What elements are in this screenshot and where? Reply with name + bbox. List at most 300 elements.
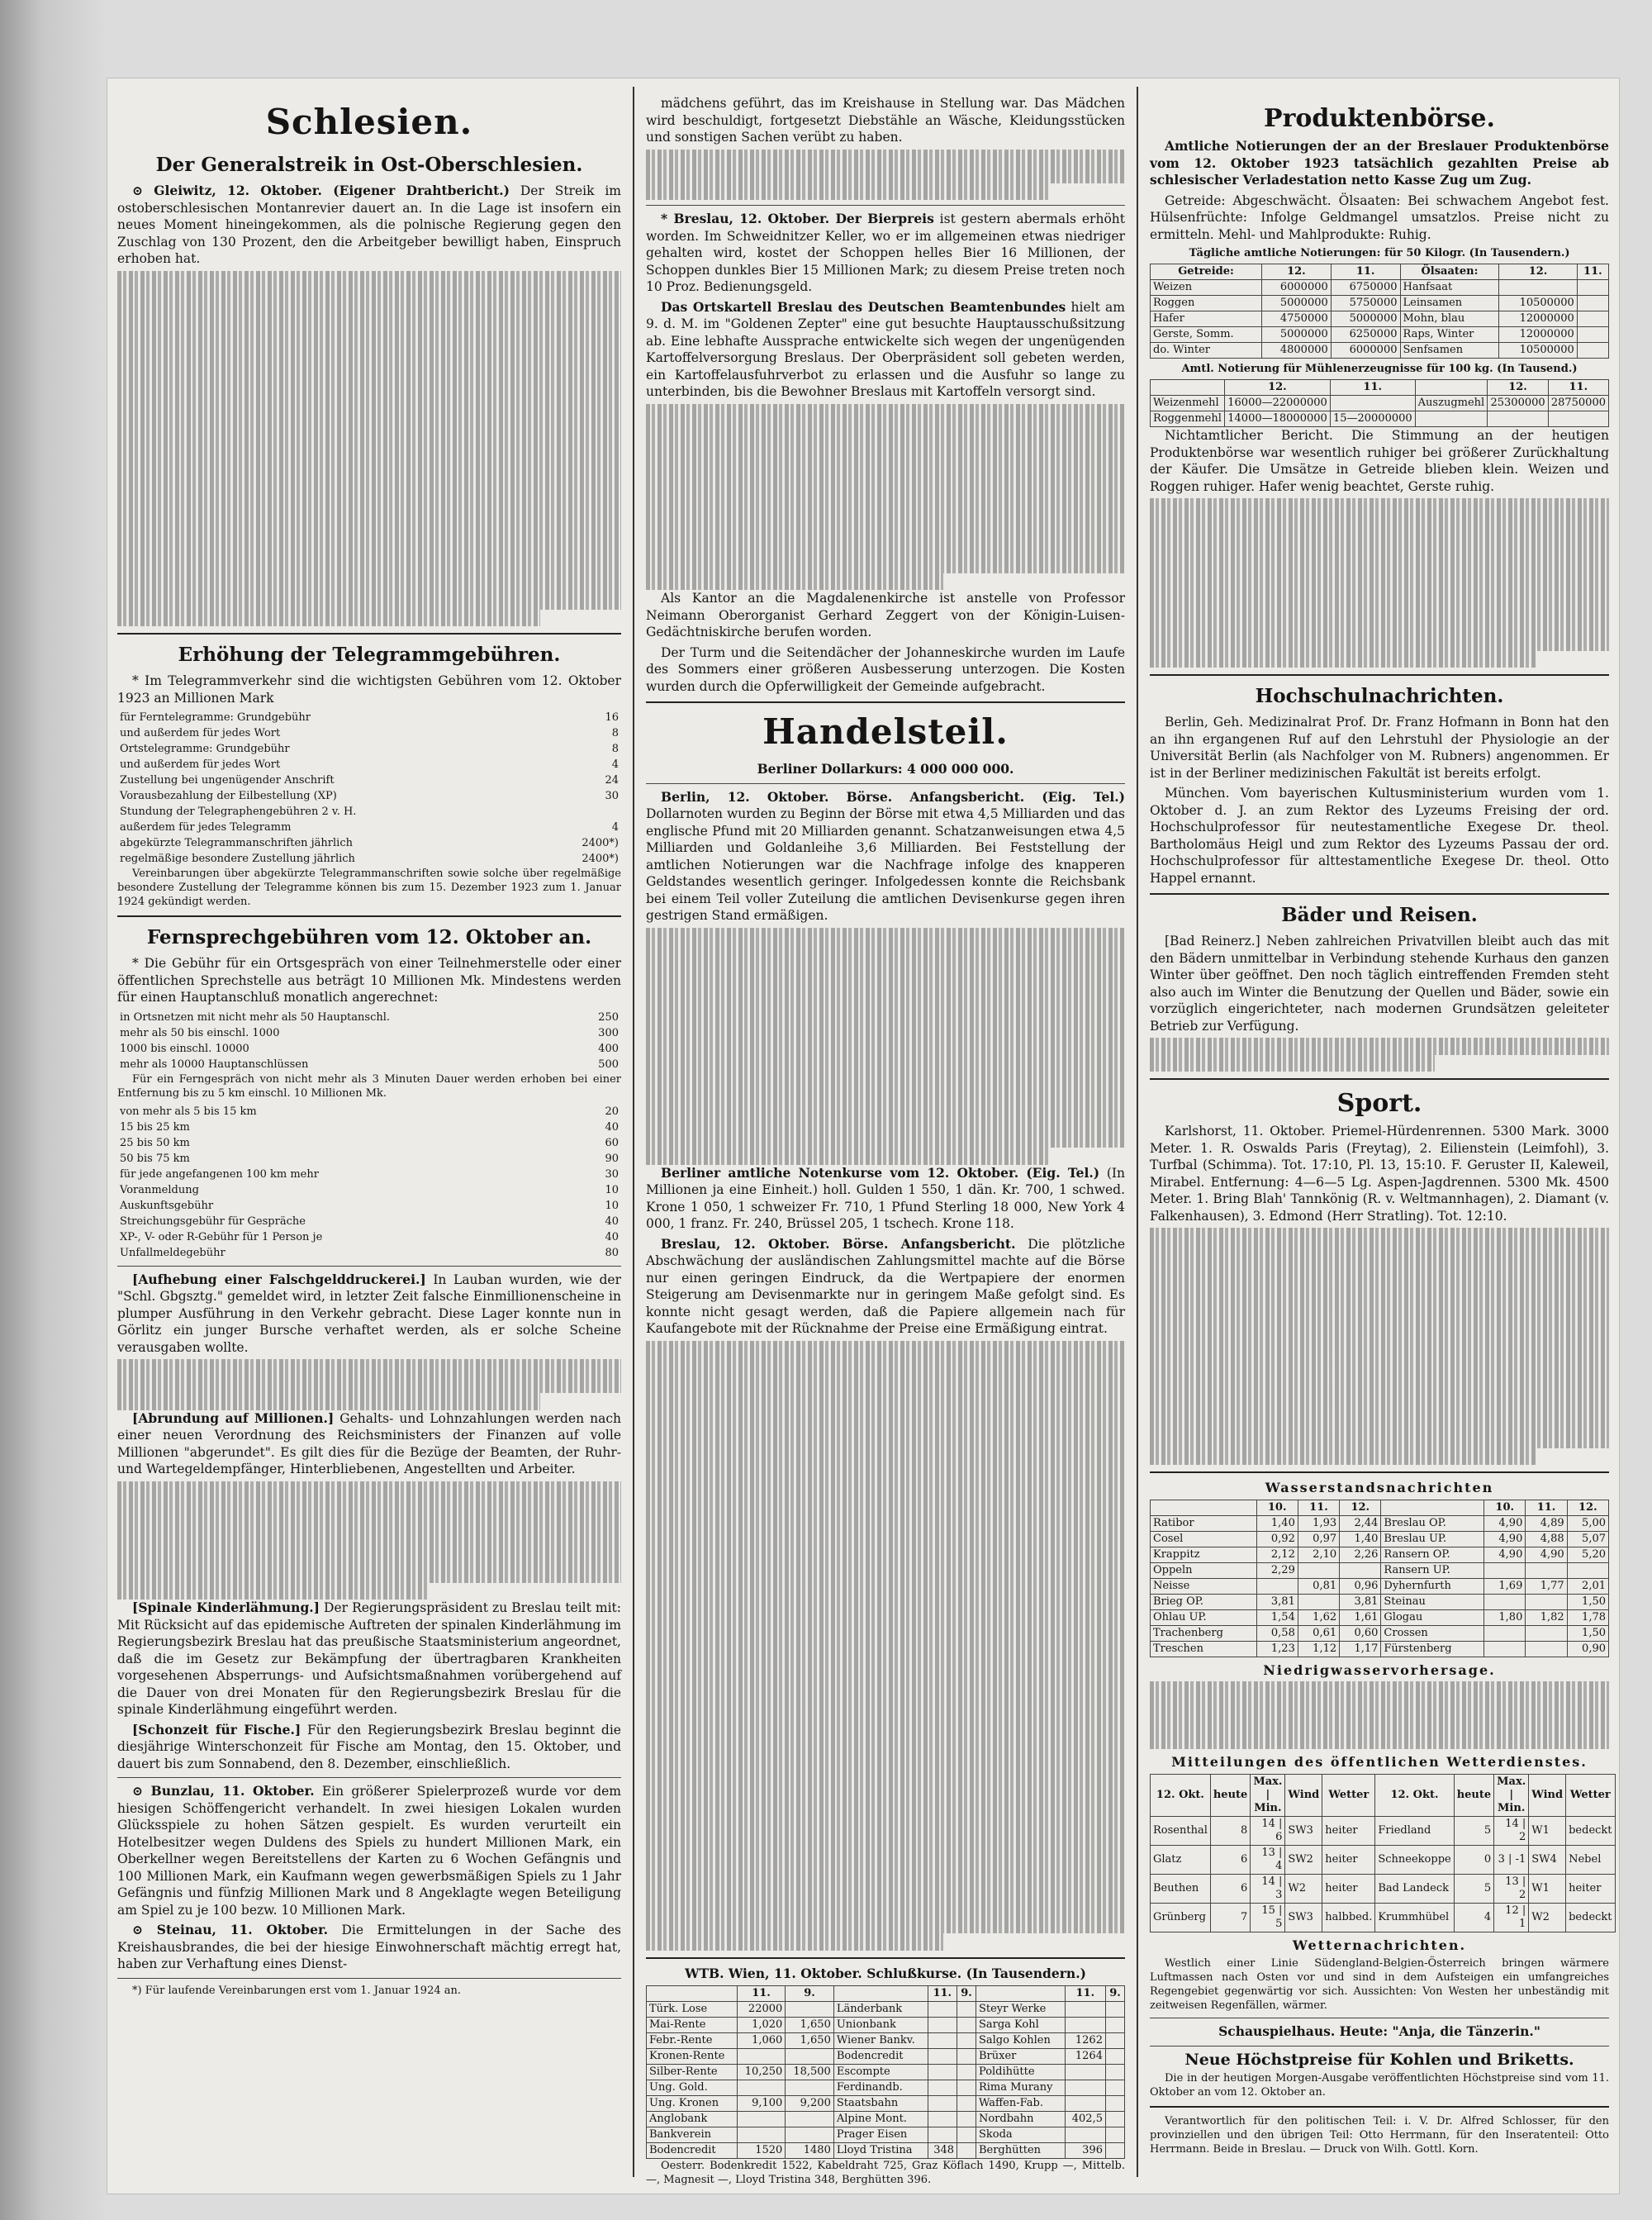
fernsprech-distance-label: 25 bis 50 km bbox=[120, 1136, 190, 1149]
wasser-row bbox=[1151, 1609, 1609, 1625]
wasser-cell: 1,61 bbox=[1340, 1609, 1381, 1625]
impressum: Verantwortlich für den politischen Teil: i. V. Dr. Alfred Schlosser, für den provinziellen und den übrigen Teil: Otto Herrmann, für den Inseratenteil: Otto Herrmann. Beide in Breslau. — Druck von Wilh. Gottl. Korn. bbox=[1150, 2115, 1609, 2156]
mehl-cell: Roggenmehl bbox=[1151, 411, 1225, 427]
text-falschgeld: In Lauban wurden, wie der "Schl. Gbgsztg." gemeldet wird, in letzter Zeit falsche Einmillionenscheine in plumper Ausführung in den Verkehr gebracht. Diese Lager konnte nun in Görlitz ein junger Bursche verhaftet werden, als er solche Scheine verausgaben wollte. bbox=[117, 1272, 621, 1355]
wien-cell: 1262 bbox=[1065, 2033, 1105, 2049]
mehl-cell: 14000—18000000 bbox=[1225, 411, 1331, 427]
title-notierungen: Amtliche Notierungen der an der Breslauer Produktenbörse vom 12. Oktober 1923 tatsächlich gezahlten Preise ab schlesischer Verladestation netto Kasse Zug um Zug. bbox=[1150, 138, 1609, 188]
article-johanneskirche: Der Turm und die Seitendächer der Johanneskirche wurden im Laufe des Sommers einer größeren Ausbesserung unterzogen. Die Kosten wurden durch die Opferwilligkeit der Gemeinde aufgebracht. bbox=[646, 644, 1125, 694]
wien-header bbox=[647, 1986, 738, 2002]
table-getreide bbox=[1150, 264, 1609, 359]
mehl-header bbox=[1151, 380, 1225, 396]
wasser-cell: Breslau UP. bbox=[1381, 1531, 1484, 1547]
wien-cell: Poldihütte bbox=[976, 2065, 1065, 2080]
wien-cell bbox=[957, 2065, 976, 2080]
wetter-cell: W1 bbox=[1529, 1874, 1566, 1903]
wetter-cell: 13 | 4 bbox=[1251, 1845, 1285, 1874]
getreide-cell: Raps, Winter bbox=[1400, 327, 1499, 343]
wien-row bbox=[647, 2127, 1125, 2143]
wien-cell: Rima Murany bbox=[976, 2080, 1065, 2096]
wetter-cell: 13 | 2 bbox=[1494, 1874, 1529, 1903]
wasser-cell: Fürstenberg bbox=[1381, 1641, 1484, 1657]
text-millionen: Gehalts- und Lohnzahlungen werden nach einer neuen Verordnung des Reichsministers der Finanzen auf volle Millionen "abgerundet". Es gilt dies für die Bezüge der Beamten, der Ruhr- und Wartegeldempfänger, Hinterbliebenen, Angestellten und Arbeiter. bbox=[117, 1410, 621, 1476]
article-title-generalstreik: Der Generalstreik in Ost-Oberschlesien. bbox=[155, 154, 583, 176]
wien-cell bbox=[1105, 2127, 1124, 2143]
getreide-cell: 5750000 bbox=[1331, 296, 1400, 311]
title-wetternachrichten: Wetternachrichten. bbox=[1292, 1937, 1467, 1953]
wetter-cell: Bad Landeck bbox=[1375, 1874, 1454, 1903]
wetter-header: 12. Okt. bbox=[1375, 1774, 1454, 1816]
fernsprech-extra-value: 10 bbox=[605, 1199, 619, 1212]
wien-header: 11. bbox=[737, 1986, 786, 2002]
text-steinau: Die Ermittelungen in der Sache des Kreishausbrandes, die bei der hiesige Einwohnerschaft mächtig erregt hat, haben zur Verhaftung eines Dienst- bbox=[117, 1923, 621, 1971]
getreide-cell: 6250000 bbox=[1331, 327, 1400, 343]
getreide-cell: Hanfsaat bbox=[1400, 280, 1499, 296]
wasser-cell: 1,50 bbox=[1567, 1594, 1608, 1609]
wasser-cell bbox=[1484, 1625, 1526, 1641]
fernsprech-distance-row bbox=[117, 1151, 621, 1167]
wasser-cell: 1,69 bbox=[1484, 1578, 1526, 1594]
wasser-cell: 2,44 bbox=[1340, 1515, 1381, 1531]
text-notierungen-title bbox=[1150, 138, 1609, 189]
wetter-header: Wind bbox=[1285, 1774, 1322, 1816]
article-bunzlau bbox=[117, 1783, 621, 1918]
fernsprech-distance-value: 90 bbox=[605, 1152, 619, 1165]
text-breslau-boerse: Die plötzliche Abschwächung der ausländischen Zahlungsmittel machte auf die Börse nur einen geringen Eindruck, da die Wertpapiere der enormen Steigerung am Devisenmarkte nur in geringem Maße gefolgt sind. Es konnte nicht gesagt werden, daß die Papiere allgemein nach für Kaufangebote mit der Rücknahme der Preise eine Ermäßigung eintrat. bbox=[646, 1236, 1126, 1336]
wien-row bbox=[647, 2080, 1125, 2096]
text-sport: Karlshorst, 11. Oktober. Priemel-Hürdenrennen. 5300 Mark. 3000 Meter. 1. R. Oswalds Paris (Freytag), 2. Eilienstein (Leimfohl), 3. Turfbal (Schimma). Tot. 17:10, Pl. 13, 15:10. F. Geruster II, Kaleweil, Mirabel. Entfernung: 4—6—5 Lg. Aspen-Jagdrennen. 5300 Mk. 4500 Meter. 1. Bring Blah' Tannkönig (R. v. Weltmannhagen), 2. Diamant (v. Falkenhausen), 3. Edmond (Herr Stratling). Tot. 12:10. bbox=[1150, 1124, 1609, 1224]
fernsprech-distance-row bbox=[117, 1104, 621, 1120]
table-wien-kurse bbox=[646, 1985, 1125, 2159]
wasser-cell: 1,40 bbox=[1256, 1515, 1298, 1531]
fernsprech-extra-value: 40 bbox=[605, 1230, 619, 1243]
fernsprech-value: 500 bbox=[598, 1058, 619, 1071]
text-beamtenbund: hielt am 9. d. M. im "Goldenen Zepter" eine gut besuchte Hauptausschußsitzung ab. Eine lebhafte Aussprache entwickelte sich wegen der ungenügenden Kartoffelversorgung Breslaus. Der Oberpräsident soll gebeten werden, ein Kartoffelausfuhrverbot zu erlassen und die Ausfuhr so lange zu unterbinden, bis die Bewohner Breslaus mit Kartoffeln versorgt sind. bbox=[646, 299, 1125, 399]
fernsprech-distance-value: 20 bbox=[605, 1105, 619, 1118]
getreide-cell: Senfsamen bbox=[1400, 343, 1499, 359]
telegramm-value: 2400*) bbox=[582, 853, 619, 865]
wasser-header: 12. bbox=[1567, 1500, 1608, 1515]
wien-cell bbox=[928, 2049, 957, 2065]
mehl-cell bbox=[1548, 411, 1608, 427]
wasser-row bbox=[1151, 1531, 1609, 1547]
wasser-cell: Cosel bbox=[1151, 1531, 1257, 1547]
wien-cell: Bankverein bbox=[647, 2127, 738, 2143]
footnote: *) Für laufende Vereinbarungen erst vom 1. Januar 1924 an. bbox=[132, 1984, 462, 1997]
fernsprech-row bbox=[117, 1010, 621, 1025]
wasser-cell: 1,62 bbox=[1298, 1609, 1339, 1625]
wetter-cell: bedeckt bbox=[1566, 1816, 1615, 1845]
wasser-cell: 1,77 bbox=[1526, 1578, 1567, 1594]
wien-cell bbox=[1105, 2018, 1124, 2033]
wien-cell: Sarga Kohl bbox=[976, 2018, 1065, 2033]
wasser-row bbox=[1151, 1578, 1609, 1594]
article-title-telegramm: Erhöhung der Telegrammgebühren. bbox=[178, 644, 561, 666]
wetter-header: heute bbox=[1454, 1774, 1493, 1816]
wien-cell: Steyr Werke bbox=[976, 2002, 1065, 2018]
mehl-cell: 15—20000000 bbox=[1330, 411, 1415, 427]
wasser-cell: Breslau OP. bbox=[1381, 1515, 1484, 1531]
mehl-row bbox=[1151, 411, 1609, 427]
wetter-cell: SW3 bbox=[1285, 1903, 1322, 1932]
wasser-header: 10. bbox=[1484, 1500, 1526, 1515]
article-schonzeit bbox=[117, 1722, 621, 1773]
wien-cell bbox=[1105, 2112, 1124, 2127]
wetter-cell: 5 bbox=[1454, 1874, 1493, 1903]
telegramm-value: 4 bbox=[611, 821, 619, 834]
wasser-cell: 1,54 bbox=[1256, 1609, 1298, 1625]
wien-cell: Ung. Gold. bbox=[647, 2080, 738, 2096]
wetter-cell: 8 bbox=[1210, 1816, 1250, 1845]
fernsprech-distance-value: 30 bbox=[605, 1167, 619, 1181]
telegramm-label: außerdem für jedes Telegramm bbox=[120, 821, 292, 834]
wetter-cell: SW4 bbox=[1529, 1845, 1566, 1874]
wien-cell: Brüxer bbox=[976, 2049, 1065, 2065]
table-telegramm bbox=[117, 710, 621, 867]
text-fernsprech-lead: * Die Gebühr für ein Ortsgespräch von einer Teilnehmerstelle oder einer öffentlichen Sprechstelle aus beträgt 10 Millionen Mk. Mindestens werden für einen Hauptanschluß monatlich angerechnet: bbox=[117, 956, 621, 1005]
wetter-header: Wetter bbox=[1322, 1774, 1375, 1816]
article-falschgeld bbox=[117, 1272, 621, 1357]
telegramm-label: und außerdem für jedes Wort bbox=[120, 727, 281, 739]
wasser-cell: 4,90 bbox=[1484, 1515, 1526, 1531]
wasser-cell: Steinau bbox=[1381, 1594, 1484, 1609]
title-bierpreis: * Breslau, 12. Oktober. Der Bierpreis bbox=[661, 211, 934, 226]
wasser-cell bbox=[1567, 1562, 1608, 1578]
text-wien-footer: Oesterr. Bodenkredit 1522, Kabeldraht 725, Graz Köflach 1490, Krupp —, Mittelb. —, Magnesit —, Lloyd Tristina 348, Berghütten 396. bbox=[646, 2160, 1125, 2186]
fernsprech-label: mehr als 50 bis einschl. 1000 bbox=[120, 1026, 280, 1039]
fernsprech-extra-value: 80 bbox=[605, 1246, 619, 1259]
wien-cell: Mai-Rente bbox=[647, 2018, 738, 2033]
wasser-cell: 5,20 bbox=[1567, 1547, 1608, 1562]
title-beamtenbund: Das Ortskartell Breslau des Deutschen Beamtenbundes bbox=[661, 298, 1066, 315]
wetter-row bbox=[1151, 1845, 1616, 1874]
wasser-cell: 0,90 bbox=[1567, 1641, 1608, 1657]
column-schlesien bbox=[117, 95, 621, 2174]
binding-gutter bbox=[0, 0, 107, 2220]
wasser-cell: 5,00 bbox=[1567, 1515, 1608, 1531]
wasser-header: 11. bbox=[1298, 1500, 1339, 1515]
wetter-cell: Nebel bbox=[1566, 1845, 1615, 1874]
dateline-breslau-boerse: Breslau, 12. Oktober. Börse. Anfangsbericht. bbox=[661, 1235, 1016, 1252]
wien-cell: Ung. Kronen bbox=[647, 2096, 738, 2112]
wasser-header: 12. bbox=[1340, 1500, 1381, 1515]
getreide-cell bbox=[1577, 311, 1608, 327]
wien-cell: 1480 bbox=[786, 2143, 834, 2159]
text-bunzlau: Ein größerer Spielerprozeß wurde vor dem hiesigen Schöffengericht verhandelt. In zwei hiesigen Lokalen wurden Glücksspiele zu hohen Sätzen gespielt. Es wurden verurteilt ein Hotelbesitzer wegen Duldens des Spiels zu hundert Millionen Mark, ein Oberkellner wegen Bereitstellens der Karten zu 6 Wochen Gefängnis und 100 Millionen Mark, ein Kaufmann wegen gewerbsmäßigen Spiels zu 1 Jahr Gefängnis und fünfzig Millionen Mark und 8 Angeklagte wegen Beteiligung am Spiel zu je 100 bezw. 10 Millionen Mark. bbox=[117, 1784, 621, 1918]
text-generalstreik: Der Streik im ostoberschlesischen Montanrevier dauert an. In die Lage ist insofern ein neues Moment hineingekommen, als die polnische Regierung gegen den Zuschlag von 130 Prozent, den die Arbeitgeber bewilligt haben, Einspruch erhoben hat. bbox=[117, 183, 621, 266]
text-wetternachrichten: Westlich einer Linie Südengland-Belgien-Österreich bringen wärmere Luftmassen nach Osten vor und sind in dem Aufsteigen ein umfangreiches Regengebiet gegenwärtig vor sich. Aussichten: Von Westen her unbeständig mit zeitweisen Regenfällen, wärmer. bbox=[1150, 1957, 1609, 2012]
getreide-cell bbox=[1577, 343, 1608, 359]
wasser-header bbox=[1151, 1500, 1257, 1515]
telegramm-row bbox=[117, 772, 621, 788]
wasser-cell: 4,90 bbox=[1484, 1547, 1526, 1562]
wasser-cell: 1,93 bbox=[1298, 1515, 1339, 1531]
wien-cell bbox=[928, 2002, 957, 2018]
wien-cell bbox=[928, 2033, 957, 2049]
wetter-cell: 6 bbox=[1210, 1845, 1250, 1874]
title-wien-kurse: WTB. Wien, 11. Oktober. Schlußkurse. (In Tausendern.) bbox=[685, 1965, 1086, 1981]
wien-cell: Länderbank bbox=[833, 2002, 928, 2018]
title-kinderlaehmung: [Spinale Kinderlähmung.] bbox=[132, 1600, 320, 1615]
wasser-cell: Ohlau UP. bbox=[1151, 1609, 1257, 1625]
wien-cell: 9,100 bbox=[737, 2096, 786, 2112]
wien-cell: Unionbank bbox=[833, 2018, 928, 2033]
wetter-header: Max. | Min. bbox=[1251, 1774, 1285, 1816]
fernsprech-extra-row bbox=[117, 1182, 621, 1198]
wetter-cell: 14 | 6 bbox=[1251, 1816, 1285, 1845]
wasser-cell: 2,10 bbox=[1298, 1547, 1339, 1562]
mehl-cell bbox=[1488, 411, 1548, 427]
dollar-rate-label: Berliner Dollarkurs: bbox=[757, 761, 903, 777]
wetter-cell: SW2 bbox=[1285, 1845, 1322, 1874]
text-notenkurse: (In Millionen ja eine Einheit.) holl. Gulden 1 550, 1 dän. Kr. 700, 1 schwed. Krone 1 050, 1 schweizer Fr. 710, 1 Pfund Sterling 18 000, New York 4 000, 1 franz. Fr. 240, Brüssel 205, 1 tschech. Krone 118. bbox=[646, 1165, 1125, 1231]
column-produktenboerse bbox=[1150, 95, 1612, 2174]
wien-header bbox=[833, 1986, 928, 2002]
getreide-cell: 5000000 bbox=[1262, 327, 1332, 343]
wetter-cell: heiter bbox=[1322, 1845, 1375, 1874]
wien-cell bbox=[1065, 2018, 1105, 2033]
wien-cell: Febr.-Rente bbox=[647, 2033, 738, 2049]
wasser-cell: 0,96 bbox=[1340, 1578, 1381, 1594]
wetter-cell: Rosenthal bbox=[1151, 1816, 1211, 1845]
telegramm-row bbox=[117, 710, 621, 725]
table-wasserstand bbox=[1150, 1500, 1609, 1657]
wien-cell bbox=[1105, 2049, 1124, 2065]
wien-cell bbox=[1065, 2096, 1105, 2112]
wasser-cell: 4,88 bbox=[1526, 1531, 1567, 1547]
wien-cell bbox=[928, 2096, 957, 2112]
mehl-header: 11. bbox=[1548, 380, 1608, 396]
getreide-cell bbox=[1499, 280, 1577, 296]
getreide-cell: 10500000 bbox=[1499, 343, 1577, 359]
wien-row bbox=[647, 2049, 1125, 2065]
telegramm-row bbox=[117, 820, 621, 835]
title-schonzeit: [Schonzeit für Fische.] bbox=[132, 1721, 301, 1737]
wien-cell: Türk. Lose bbox=[647, 2002, 738, 2018]
wien-cell bbox=[957, 2018, 976, 2033]
wasser-row bbox=[1151, 1641, 1609, 1657]
wien-header: 11. bbox=[928, 1986, 957, 2002]
fernsprech-value: 250 bbox=[598, 1010, 619, 1024]
wetter-header: heute bbox=[1210, 1774, 1250, 1816]
wetter-cell: heiter bbox=[1322, 1816, 1375, 1845]
wasser-cell: 1,40 bbox=[1340, 1531, 1381, 1547]
caption-getreide: Tägliche amtliche Notierungen: für 50 Kilogr. (In Tausendern.) bbox=[1189, 247, 1570, 259]
mehl-cell: 16000—22000000 bbox=[1225, 396, 1331, 411]
dateline-bunzlau: ⊙ Bunzlau, 11. Oktober. bbox=[132, 1783, 315, 1799]
fernsprech-extra-value: 40 bbox=[605, 1215, 619, 1228]
mehl-row bbox=[1151, 396, 1609, 411]
mehl-cell: Weizenmehl bbox=[1151, 396, 1225, 411]
wasser-cell bbox=[1526, 1641, 1567, 1657]
wien-cell bbox=[786, 2127, 834, 2143]
text-berlin-boerse: Dollarnoten wurden zu Beginn der Börse mit etwa 4,5 Milliarden und das englische Pfund mit 20 Milliarden genannt. Schatzanweisungen etwa 4,5 Milliarden und Goldanleihe 3,6 Milliarden. Bei Feststellung der amtlichen Notierungen war die Nachfrage infolge des knapperen Geldstandes wesentlich geringer. Infolgedessen konnte die Reichsbank bei einem Teil voller Zuteilung die amtlichen Devisenkurse gegen ihren gestrigen Stand ermäßigen. bbox=[646, 806, 1125, 923]
article-bierpreis bbox=[646, 211, 1125, 296]
wasser-cell: 0,61 bbox=[1298, 1625, 1339, 1641]
wien-cell: 1520 bbox=[737, 2143, 786, 2159]
telegramm-label: Zustellung bei ungenügender Anschrift bbox=[120, 774, 335, 787]
fernsprech-extra-label: Voranmeldung bbox=[120, 1183, 199, 1196]
wien-cell bbox=[957, 2002, 976, 2018]
telegramm-value: 4 bbox=[611, 758, 619, 771]
wien-cell: 1264 bbox=[1065, 2049, 1105, 2065]
wien-cell bbox=[737, 2127, 786, 2143]
fernsprech-row bbox=[117, 1057, 621, 1072]
wien-cell bbox=[928, 2018, 957, 2033]
wasser-cell: 0,97 bbox=[1298, 1531, 1339, 1547]
article-berlin-boerse bbox=[646, 789, 1125, 925]
wien-cell: Bodencredit bbox=[833, 2049, 928, 2065]
wien-cell bbox=[928, 2065, 957, 2080]
mehl-cell bbox=[1415, 411, 1488, 427]
wien-cell: 348 bbox=[928, 2143, 957, 2159]
wien-cell: 1,650 bbox=[786, 2018, 834, 2033]
telegramm-value: 30 bbox=[605, 790, 619, 802]
wien-cell: Wiener Bankv. bbox=[833, 2033, 928, 2049]
wien-row bbox=[647, 2018, 1125, 2033]
wasser-cell: Ratibor bbox=[1151, 1515, 1257, 1531]
wasser-cell: 3,81 bbox=[1340, 1594, 1381, 1609]
wien-cell: Skoda bbox=[976, 2127, 1065, 2143]
table-fernsprech bbox=[117, 1010, 621, 1072]
article-notenkurse bbox=[646, 1165, 1125, 1233]
wasser-cell: Ransern UP. bbox=[1381, 1562, 1484, 1578]
fernsprech-distance-label: für jede angefangenen 100 km mehr bbox=[120, 1167, 319, 1181]
wasser-cell: 1,17 bbox=[1340, 1641, 1381, 1657]
telegramm-row bbox=[117, 835, 621, 851]
section-heading-baeder: Bäder und Reisen. bbox=[1281, 904, 1478, 926]
table-wetter bbox=[1150, 1774, 1616, 1932]
wasser-cell bbox=[1484, 1641, 1526, 1657]
wetter-cell: 12 | 1 bbox=[1494, 1903, 1529, 1932]
fernsprech-extra-label: Streichungsgebühr für Gespräche bbox=[120, 1215, 306, 1228]
wasser-cell: 3,81 bbox=[1256, 1594, 1298, 1609]
wetter-cell: 14 | 3 bbox=[1251, 1874, 1285, 1903]
fernsprech-extra-label: Unfallmeldegebühr bbox=[120, 1246, 225, 1259]
wasser-row bbox=[1151, 1625, 1609, 1641]
wien-cell bbox=[957, 2049, 976, 2065]
telegramm-row bbox=[117, 725, 621, 741]
wetter-cell: 3 | -1 bbox=[1494, 1845, 1529, 1874]
getreide-cell: do. Winter bbox=[1151, 343, 1262, 359]
fernsprech-extra-row bbox=[117, 1198, 621, 1214]
wien-row bbox=[647, 2002, 1125, 2018]
telegramm-row bbox=[117, 804, 621, 820]
wien-cell bbox=[1065, 2127, 1105, 2143]
wetter-cell: Beuthen bbox=[1151, 1874, 1211, 1903]
getreide-cell: Hafer bbox=[1151, 311, 1262, 327]
dollar-rate-value: 4 000 000 000. bbox=[906, 761, 1014, 777]
section-heading-sport: Sport. bbox=[1336, 1089, 1422, 1118]
getreide-cell: 5000000 bbox=[1262, 296, 1332, 311]
telegramm-row bbox=[117, 757, 621, 772]
section-heading-handelsteil: Handelsteil. bbox=[762, 711, 1009, 752]
wetter-cell: 4 bbox=[1454, 1903, 1493, 1932]
mehl-cell: 28750000 bbox=[1548, 396, 1608, 411]
wasser-cell bbox=[1526, 1562, 1567, 1578]
wien-cell bbox=[928, 2112, 957, 2127]
telegramm-label: und außerdem für jedes Wort bbox=[120, 758, 281, 771]
section-heading-hochschul: Hochschulnachrichten. bbox=[1255, 685, 1504, 707]
wasser-cell: 0,81 bbox=[1298, 1578, 1339, 1594]
wien-cell: 10,250 bbox=[737, 2065, 786, 2080]
telegramm-value: 24 bbox=[605, 774, 619, 787]
text-bericht: Nichtamtlicher Bericht. Die Stimmung an der heutigen Produktenbörse war wesentlich ruhiger bei größerer Zurückhaltung der Käufer. Die Umsätze in Getreide blieben klein. Weizen und Roggen ruhiger. Hafer wenig beachtet, Gerste ruhig. bbox=[1150, 428, 1609, 494]
wasser-cell: 1,12 bbox=[1298, 1641, 1339, 1657]
wien-cell: 9,200 bbox=[786, 2096, 834, 2112]
fernsprech-distance-row bbox=[117, 1135, 621, 1151]
wien-header: 9. bbox=[1105, 1986, 1124, 2002]
table-mehl bbox=[1150, 379, 1609, 427]
wasser-cell: 1,80 bbox=[1484, 1609, 1526, 1625]
mehl-header: 11. bbox=[1330, 380, 1415, 396]
mehl-header bbox=[1415, 380, 1488, 396]
wetter-cell: W1 bbox=[1529, 1816, 1566, 1845]
fernsprech-value: 400 bbox=[598, 1042, 619, 1055]
wien-row bbox=[647, 2096, 1125, 2112]
wetter-cell: 15 | 5 bbox=[1251, 1903, 1285, 1932]
getreide-cell: Leinsamen bbox=[1400, 296, 1499, 311]
wien-cell bbox=[1105, 2002, 1124, 2018]
getreide-cell: 10500000 bbox=[1499, 296, 1577, 311]
wien-header: 11. bbox=[1065, 1986, 1105, 2002]
title-niedrigwasser: Niedrigwasservorhersage. bbox=[1263, 1661, 1496, 1678]
getreide-cell bbox=[1577, 280, 1608, 296]
wetter-header: 12. Okt. bbox=[1151, 1774, 1211, 1816]
fernsprech-value: 300 bbox=[598, 1026, 619, 1039]
wetter-header: Wetter bbox=[1566, 1774, 1615, 1816]
text-telegramm-note: Vereinbarungen über abgekürzte Telegrammanschriften sowie solche über regelmäßige besondere Zustellung der Telegramme können bis zum 15. Dezember 1923 zum 1. Januar 1924 gekündigt werden. bbox=[117, 868, 621, 908]
wien-cell: Salgo Kohlen bbox=[976, 2033, 1065, 2049]
table-fernsprech-extra bbox=[117, 1182, 621, 1261]
getreide-cell: 6000000 bbox=[1262, 280, 1332, 296]
fernsprech-distance-row bbox=[117, 1167, 621, 1182]
wien-cell bbox=[786, 2002, 834, 2018]
wien-row bbox=[647, 2143, 1125, 2159]
wien-cell bbox=[1105, 2065, 1124, 2080]
wetter-row bbox=[1151, 1903, 1616, 1932]
wasser-cell: Ransern OP. bbox=[1381, 1547, 1484, 1562]
wetter-cell: heiter bbox=[1566, 1874, 1615, 1903]
mehl-cell bbox=[1330, 396, 1415, 411]
wien-row bbox=[647, 2065, 1125, 2080]
wien-cell: Escompte bbox=[833, 2065, 928, 2080]
telegramm-label: Stundung der Telegraphengebühren 2 v. H. bbox=[120, 806, 357, 818]
telegramm-label: regelmäßige besondere Zustellung jährlich bbox=[120, 853, 355, 865]
newspaper-page bbox=[107, 78, 1619, 2194]
getreide-cell: 6000000 bbox=[1331, 343, 1400, 359]
text-kohlen: Die in der heutigen Morgen-Ausgabe veröffentlichten Höchstpreise sind vom 11. Oktober an vom 12. Oktober an. bbox=[1150, 2072, 1609, 2099]
getreide-row bbox=[1151, 343, 1609, 359]
wetter-cell: Schneekoppe bbox=[1375, 1845, 1454, 1874]
wien-cell bbox=[1105, 2080, 1124, 2096]
getreide-cell: 5000000 bbox=[1331, 311, 1400, 327]
article-kantor: Als Kantor an die Magdalenenkirche ist anstelle von Professor Neimann Oberorganist Gerhard Zeggert von der Königin-Luisen-Gedächtniskirche berufen worden. bbox=[646, 591, 1125, 639]
article-generalstreik bbox=[117, 183, 621, 268]
wien-cell bbox=[737, 2112, 786, 2127]
text-baeder: [Bad Reinerz.] Neben zahlreichen Privatvillen bleibt auch das mit den Bädern unmittelbar in Verbindung stehende Kurhaus den ganzen Winter über geöffnet. Den noch täglich eintreffenden Fremden steht also auch im Winter die Benutzung der Quellen und Bäder, sowie ein vorzüglich eingerichteter, nach modernen Grundsätzen geleiteter Betrieb zur Verfügung. bbox=[1150, 934, 1609, 1034]
wasser-cell: Neisse bbox=[1151, 1578, 1257, 1594]
wasser-cell bbox=[1526, 1594, 1567, 1609]
getreide-row bbox=[1151, 296, 1609, 311]
wetter-cell: Krummhübel bbox=[1375, 1903, 1454, 1932]
telegramm-value bbox=[547, 804, 621, 820]
wien-cell bbox=[957, 2143, 976, 2159]
wasser-row bbox=[1151, 1562, 1609, 1578]
getreide-cell: 4750000 bbox=[1262, 311, 1332, 327]
wasser-cell: Treschen bbox=[1151, 1641, 1257, 1657]
getreide-header: Ölsaaten: bbox=[1400, 264, 1499, 280]
